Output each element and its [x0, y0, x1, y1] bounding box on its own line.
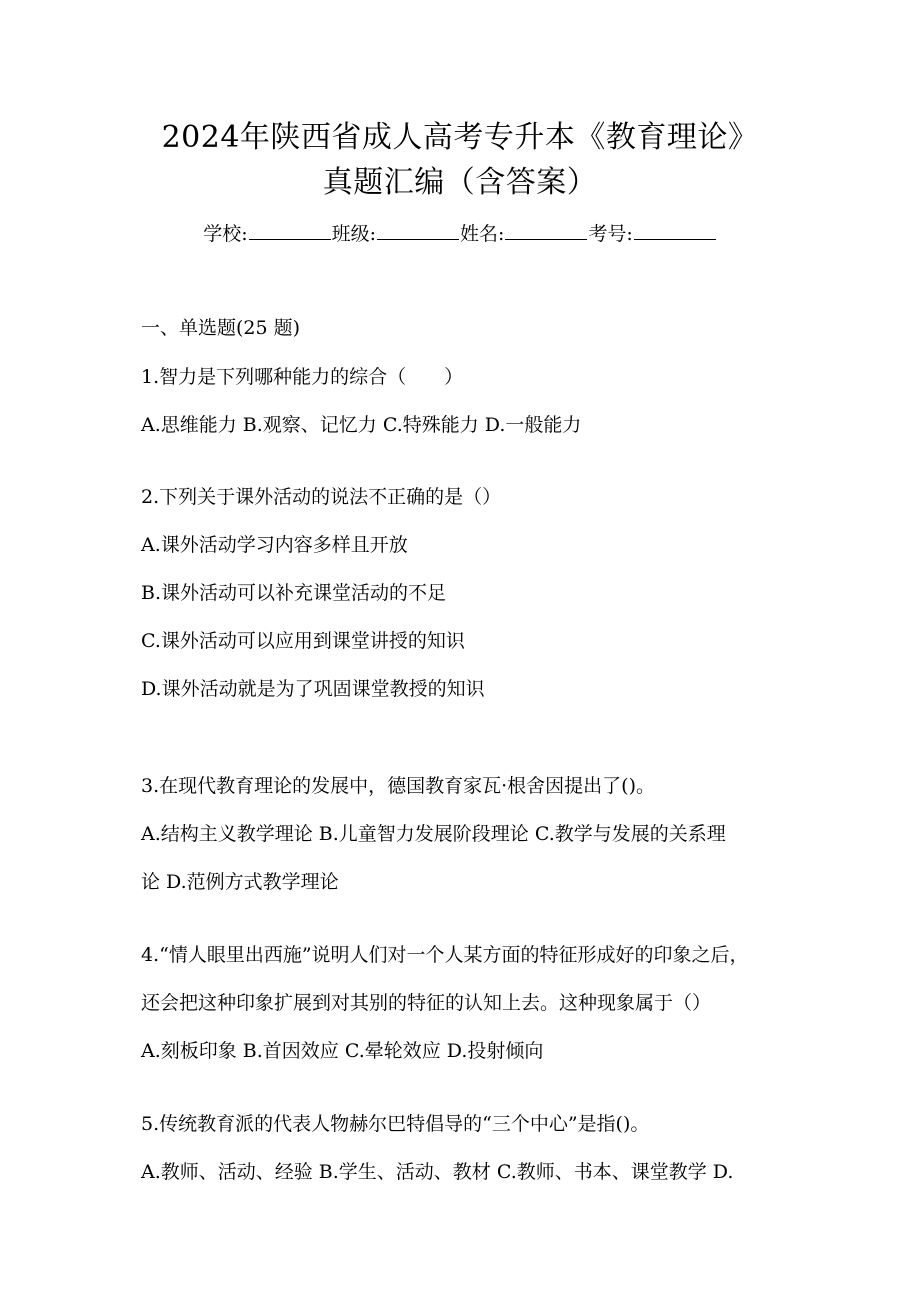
school-blank: [249, 221, 331, 240]
question-3-options-line-1: A.结构主义教学理论 B.儿童智力发展阶段理论 C.教学与发展的关系理: [141, 823, 726, 845]
question-1-stem: 1.智力是下列哪种能力的综合（ ）: [141, 366, 464, 388]
question-4-stem-line-1: 4.“情人眼里出西施”说明人们对一个人某方面的特征形成好的印象之后，: [141, 944, 749, 966]
document-title-line-1: 2024年陕西省成人高考专升本《教育理论》: [161, 120, 759, 155]
student-info-fields: [0, 220, 920, 248]
question-2-option-d: D.课外活动就是为了巩固课堂教授的知识: [141, 678, 485, 700]
question-4-stem-line-2: 还会把这种印象扩展到对其别的特征的认知上去。这种现象属于（）: [141, 992, 712, 1014]
question-2-stem: 2.下列关于课外活动的说法不正确的是（）: [141, 486, 502, 508]
question-5-options: A.教师、活动、经验 B.学生、活动、教材 C.教师、书本、课堂教学 D.: [141, 1161, 734, 1183]
exam-number-blank: [634, 221, 716, 240]
question-2-option-b: B.课外活动可以补充课堂活动的不足: [141, 582, 447, 604]
class-blank: [377, 221, 459, 240]
section-heading: 一、单选题(25 题): [141, 317, 301, 339]
school-label: 学校:: [203, 223, 248, 245]
question-3-stem: 3.在现代教育理论的发展中，德国教育家瓦·根舍因提出了()。: [141, 775, 655, 797]
class-label: 班级:: [331, 223, 376, 245]
question-3-options-line-2: 论 D.范例方式教学理论: [141, 871, 339, 893]
name-blank: [505, 221, 587, 240]
question-1-options: A.思维能力 B.观察、记忆力 C.特殊能力 D.一般能力: [141, 414, 582, 436]
question-2-option-a: A.课外活动学习内容多样且开放: [141, 534, 408, 556]
document-title-line-2: 真题汇编（含答案）: [322, 165, 598, 200]
question-2-option-c: C.课外活动可以应用到课堂讲授的知识: [141, 630, 465, 652]
question-5-stem: 5.传统教育派的代表人物赫尔巴特倡导的“三个中心”是指()。: [141, 1113, 650, 1135]
name-label: 姓名:: [460, 223, 505, 245]
question-4-options: A.刻板印象 B.首因效应 C.晕轮效应 D.投射倾向: [141, 1040, 544, 1062]
exam-number-label: 考号:: [588, 223, 633, 245]
